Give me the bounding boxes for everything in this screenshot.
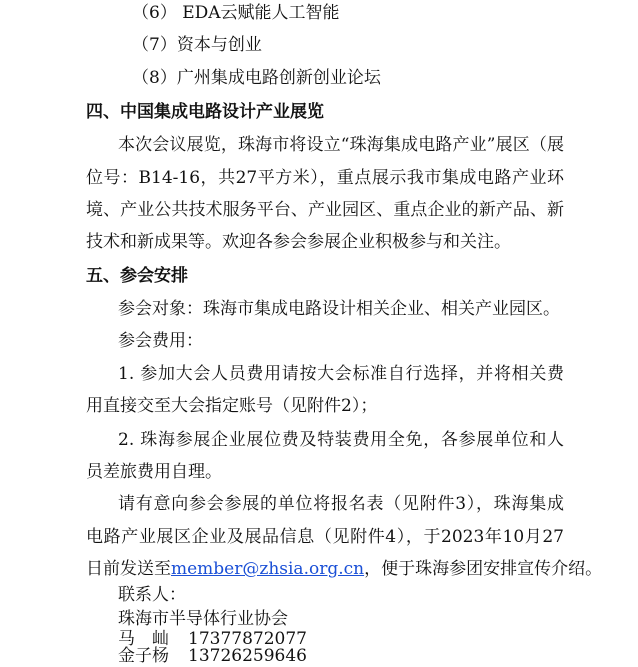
contact-phone: 17377872077 (188, 629, 307, 649)
fee-item-1-line-1: 1. 参加大会人员费用请按大会标准自行选择，并将相关费 (118, 364, 564, 384)
section-5-heading: 五、参会安排 (86, 266, 188, 286)
contact-name: 马 屾 (118, 629, 169, 649)
fee-item-1-line-2: 用直接交至大会指定账号（见附件2）； (86, 396, 378, 416)
section-4-paragraph-line-1: 本次会议展览，珠海市将设立“珠海集成电路产业”展区（展 (118, 135, 564, 155)
register-suffix: ，便于珠海参团安排宣传介绍。 (364, 559, 603, 579)
section-4-heading: 四、中国集成电路设计产业展览 (86, 102, 324, 122)
register-line-1: 请有意向参会参展的单位将报名表（见附件3），珠海集成 (118, 494, 564, 514)
fee-item-2-line-1: 2. 珠海参展企业展位费及特装费用全免，各参展单位和人 (118, 430, 564, 450)
section-4-paragraph-line-4: 技术和新成果等。欢迎各参会参展企业积极参与和关注。 (86, 232, 511, 252)
register-line-2: 电路产业展区企业及展品信息（见附件4），于2023年10月27 (86, 527, 564, 547)
contact-row-1 (118, 627, 307, 651)
section-4-paragraph-line-2: 位号：B14-16，共27平方米），重点展示我市集成电路产业环 (86, 168, 564, 188)
list-item-8: （8）广州集成电路创新创业论坛 (132, 68, 381, 88)
organization-name: 珠海市半导体行业协会 (118, 609, 288, 629)
section-4-paragraph-line-3: 境、产业公共技术服务平台、产业园区、重点企业的新产品、新 (86, 200, 564, 220)
contact-phone: 13726259646 (188, 646, 307, 666)
contact-name: 金子杨 (118, 646, 169, 666)
list-item-7: （7）资本与创业 (132, 35, 262, 55)
fees-label: 参会费用： (118, 331, 203, 351)
fee-item-2-line-2: 员差旅费用自理。 (86, 462, 222, 482)
list-item-6: （6） EDA云赋能人工智能 (132, 3, 340, 23)
participants-line: 参会对象：珠海市集成电路设计相关企业、相关产业园区。 (118, 299, 560, 319)
email-link[interactable]: member@zhsia.org.cn (171, 559, 365, 579)
register-prefix: 日前发送至 (86, 559, 171, 579)
register-line-3 (86, 557, 602, 581)
contact-label: 联系人： (118, 585, 186, 605)
